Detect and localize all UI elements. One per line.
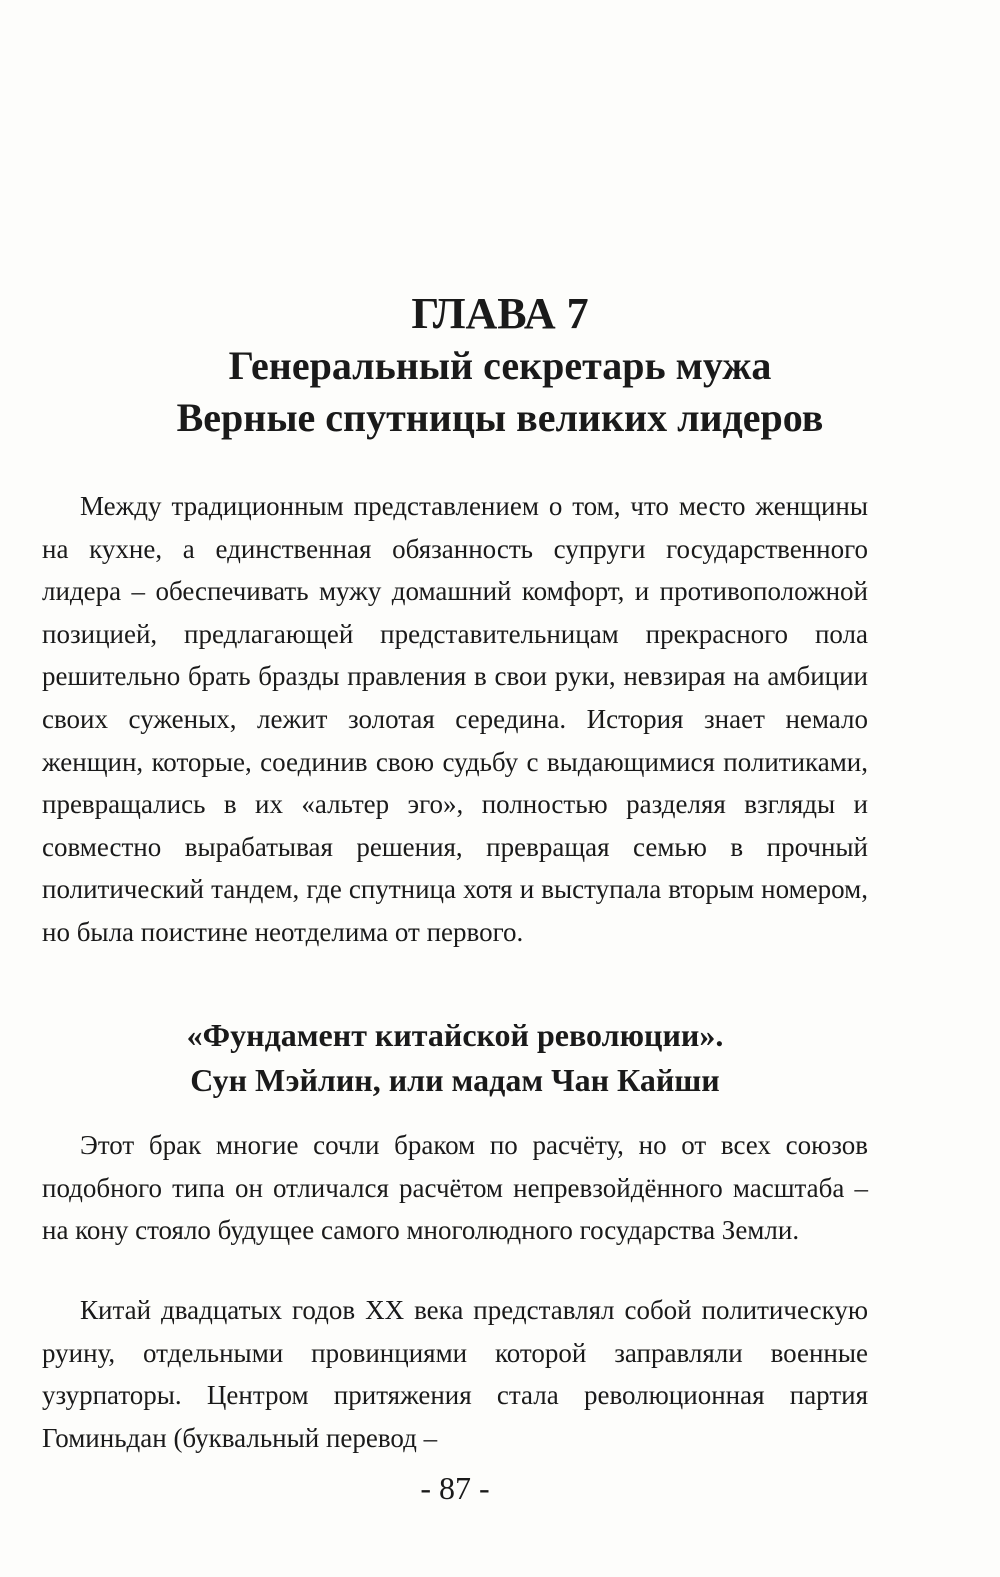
section-heading [42, 1013, 868, 1103]
body-paragraph-1: Этот брак многие сочли браком по расчёту, но от всех союзов подобного типа он отличался расчётом непревзойдённого масштаба – на кону стояло будущее самого многолюдного государства Земли. [42, 1130, 868, 1246]
page-number: - 87 - [420, 1470, 490, 1506]
body-paragraph-2: Китай двадцатых годов XX века представлял собой политическую руину, отдельными провинциями которой заправляли военные узурпаторы. Центром притяжения стала революционная партия Гоминьдан (буквальный перевод – [42, 1295, 868, 1453]
section-title-line-2: Сун Мэйлин, или мадам Чан Кайши [190, 1062, 720, 1098]
intro-paragraph: Между традиционным представлением о том, что место женщины на кухне, а единственная обязанность супруги государственного лидера – обеспечивать мужу домашний комфорт, и противоположной позицией, предлагающей представительницам прекрасного пола решительно брать бразды правления в свои руки, невзирая на амбиции своих суженых, лежит золотая середина. История знает немало женщин, которые, соединив свою судьбу с выдающимися политиками, превращались в их «альтер эго», полностью разделяя взгляды и совместно вырабатывая решения, превращая семью в прочный политический тандем, где спутница хотя и выступала вторым номером, но была поистине неотделима от первого. [42, 491, 868, 947]
chapter-heading [40, 288, 960, 444]
chapter-title-line-2: Верные спутницы великих лидеров [176, 395, 824, 440]
chapter-label: ГЛАВА 7 [411, 289, 589, 338]
chapter-title-line-1: Генеральный секретарь мужа [228, 343, 772, 388]
section-title-line-1: «Фундамент китайской революции». [186, 1017, 724, 1053]
